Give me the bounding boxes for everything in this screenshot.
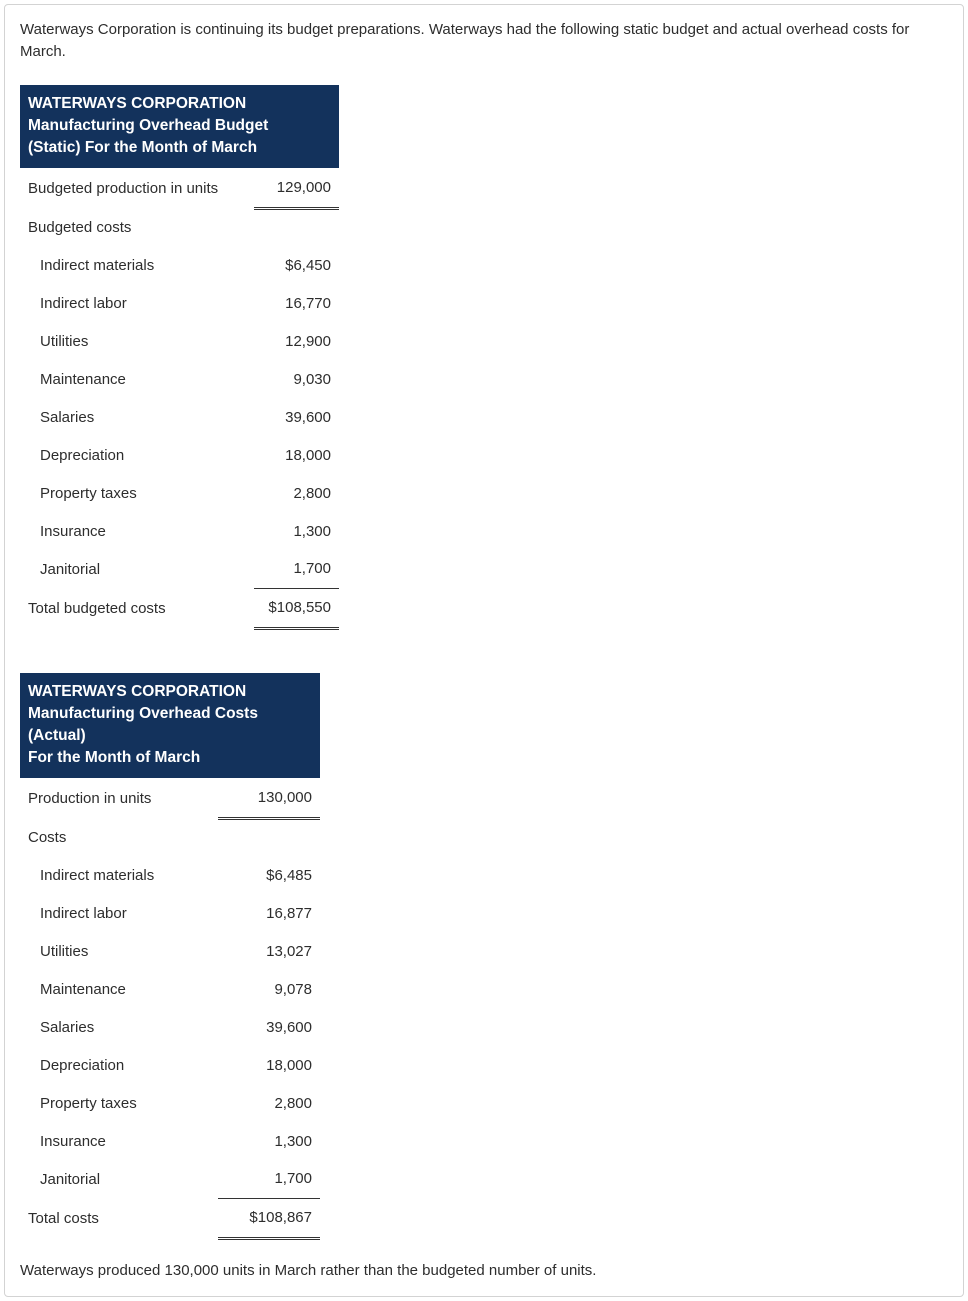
budget-units-value: 129,000: [254, 168, 339, 208]
cost-value: 9,078: [274, 980, 312, 998]
static-budget-header: [20, 85, 339, 168]
cost-label: Property taxes: [40, 1094, 137, 1112]
cost-label: Depreciation: [40, 446, 125, 464]
intro-paragraph: Waterways Corporation is continuing its budget preparations. Waterways had the following static budget and actual overhead costs for March.: [20, 21, 910, 60]
cost-label: Indirect labor: [40, 904, 127, 922]
actual-total-value: $108,867: [218, 1198, 320, 1238]
cost-label: Property taxes: [40, 484, 137, 502]
table-row: [20, 360, 339, 398]
actual-costs-header: [20, 673, 320, 778]
actual-costs-company: WATERWAYS CORPORATION: [28, 683, 247, 700]
actual-costs-table: [20, 673, 320, 1240]
table-row: [20, 1160, 320, 1198]
static-budget-title: Manufacturing Overhead Budget: [28, 117, 269, 134]
cost-label: Salaries: [40, 1018, 95, 1036]
cost-value: $6,450: [285, 256, 331, 274]
cost-value: 2,800: [274, 1094, 312, 1112]
budget-costs-heading: Budgeted costs: [28, 218, 132, 236]
actual-units-label: Production in units: [28, 789, 152, 807]
table-row: [20, 398, 339, 436]
table-row: [20, 1084, 320, 1122]
actual-units-value: 130,000: [218, 778, 320, 818]
budget-total-label: Total budgeted costs: [28, 599, 166, 617]
static-budget-table: [20, 85, 339, 630]
cost-value: 12,900: [285, 332, 331, 350]
table-row: [20, 550, 339, 588]
budget-total-row: [20, 588, 339, 628]
actual-total-row: [20, 1198, 320, 1238]
actual-costs-period: For the Month of March: [28, 749, 201, 766]
budget-total-value: $108,550: [254, 588, 339, 628]
cost-value: $6,485: [266, 866, 312, 884]
table-row: [20, 1122, 320, 1160]
cost-label: Indirect materials: [40, 866, 155, 884]
cost-label: Insurance: [40, 1132, 106, 1150]
cost-value: 18,000: [266, 1056, 312, 1074]
cost-label: Maintenance: [40, 980, 126, 998]
table-row: [20, 436, 339, 474]
budget-units-label: Budgeted production in units: [28, 179, 219, 197]
table-row: [20, 322, 339, 360]
cost-value: 16,877: [266, 904, 312, 922]
cost-value: 16,770: [285, 294, 331, 312]
cost-label: Utilities: [40, 332, 89, 350]
table-row: [20, 894, 320, 932]
actual-units-row: [20, 778, 320, 818]
static-budget-company: WATERWAYS CORPORATION: [28, 95, 247, 112]
cost-value: 1,300: [274, 1132, 312, 1150]
table-row: [20, 474, 339, 512]
cost-label: Indirect labor: [40, 294, 127, 312]
cost-value: 1,300: [293, 522, 331, 540]
budget-units-row: [20, 168, 339, 208]
budget-costs-heading-row: [20, 208, 339, 246]
actual-costs-title: Manufacturing Overhead Costs (Actual): [28, 705, 258, 744]
cost-label: Maintenance: [40, 370, 126, 388]
cost-label: Salaries: [40, 408, 95, 426]
cost-value: 39,600: [266, 1018, 312, 1036]
cost-value: 13,027: [266, 942, 312, 960]
outro-paragraph: Waterways produced 130,000 units in March rather than the budgeted number of units.: [20, 1262, 597, 1279]
cost-label: Utilities: [40, 942, 89, 960]
table-row: [20, 1008, 320, 1046]
cost-label: Janitorial: [40, 1170, 101, 1188]
cost-label: Indirect materials: [40, 256, 155, 274]
cost-value: 39,600: [285, 408, 331, 426]
cost-value: 1,700: [218, 1160, 320, 1198]
table-row: [20, 512, 339, 550]
cost-label: Insurance: [40, 522, 106, 540]
actual-costs-heading: Costs: [28, 828, 67, 846]
cost-label: Depreciation: [40, 1056, 125, 1074]
table-row: [20, 932, 320, 970]
cost-value: 18,000: [285, 446, 331, 464]
cost-value: 9,030: [293, 370, 331, 388]
table-row: [20, 856, 320, 894]
table-row: [20, 1046, 320, 1084]
table-row: [20, 970, 320, 1008]
cost-value: 2,800: [293, 484, 331, 502]
cost-value: 1,700: [254, 550, 339, 588]
actual-costs-heading-row: [20, 818, 320, 856]
table-row: [20, 246, 339, 284]
table-row: [20, 284, 339, 322]
actual-total-label: Total costs: [28, 1209, 99, 1227]
static-budget-period: (Static) For the Month of March: [28, 139, 258, 156]
cost-label: Janitorial: [40, 560, 101, 578]
